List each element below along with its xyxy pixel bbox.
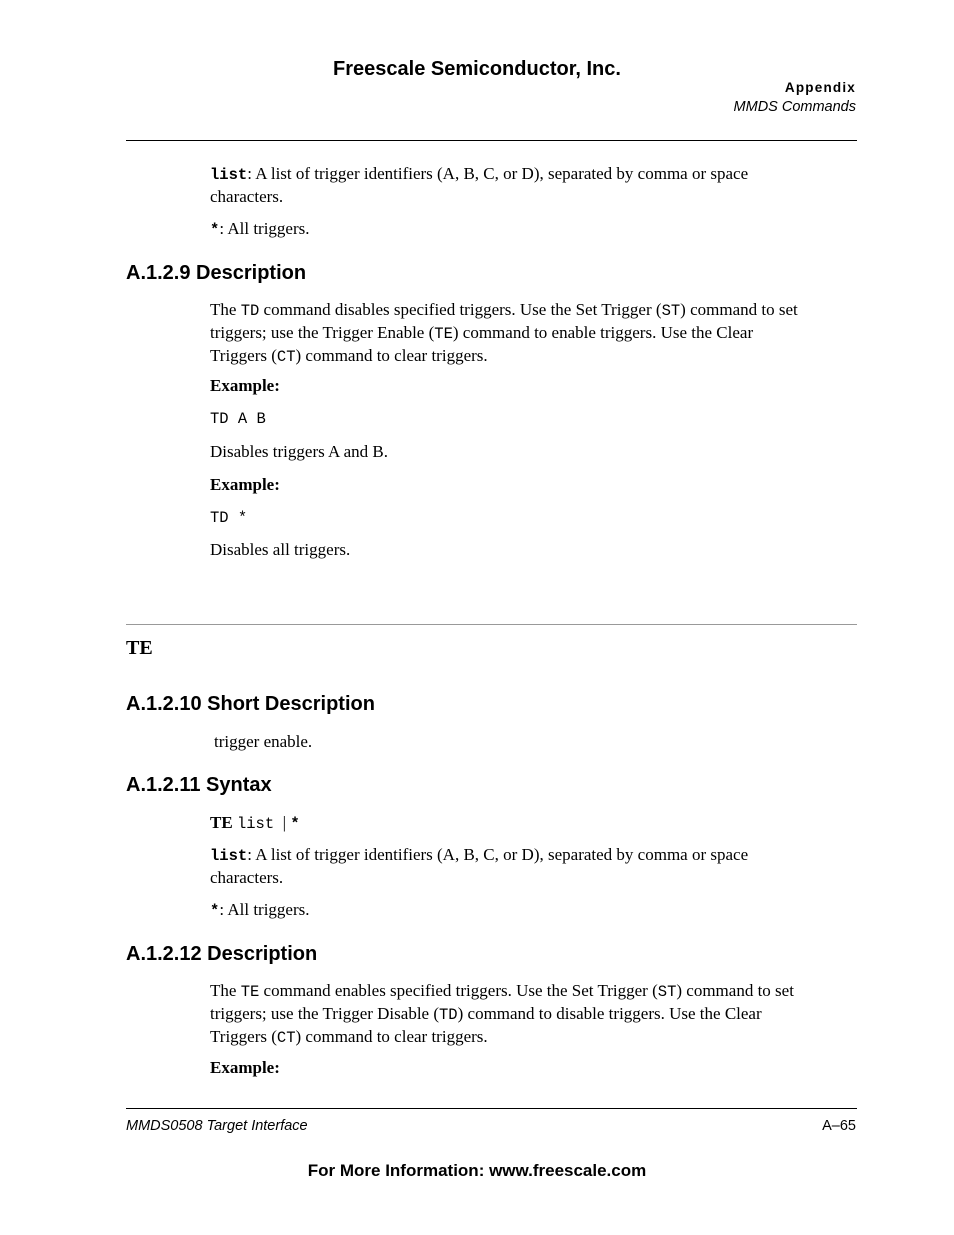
code-td: TD	[240, 302, 260, 320]
star-def-text: : All triggers.	[219, 219, 310, 238]
syntax-separator: |	[282, 813, 287, 832]
star-definition	[210, 218, 860, 241]
text: triggers; use the Trigger Disable (	[210, 1004, 439, 1023]
example-note: Disables all triggers.	[210, 540, 351, 559]
command-separator	[126, 624, 857, 625]
list-definition	[210, 163, 860, 208]
star-term: *	[210, 902, 220, 920]
example-code: TD A B	[210, 410, 266, 428]
header-rule	[126, 140, 857, 141]
text: ) command to set	[676, 981, 794, 1000]
running-chapter: Appendix	[784, 80, 856, 95]
te-syntax-line	[210, 812, 860, 835]
syntax-command: TE	[210, 813, 233, 832]
list-def-cont: characters.	[210, 187, 284, 206]
page-brand: Freescale Semiconductor, Inc.	[333, 58, 621, 80]
text: Triggers (	[210, 1027, 277, 1046]
text: The	[210, 300, 241, 319]
footer-doc-title: MMDS0508 Target Interface	[126, 1118, 308, 1134]
code-td: TD	[439, 1006, 458, 1024]
heading-te-short-description: A.1.2.10 Short Description	[126, 693, 375, 715]
list-def-text: : A list of trigger identifiers (A, B, C, or D), separated by comma or space	[247, 164, 749, 183]
text: command disables specified triggers. Use the Set Trigger (	[259, 300, 662, 319]
code-ct: CT	[276, 1029, 296, 1047]
text: The	[210, 981, 241, 1000]
list-def-cont: characters.	[210, 868, 284, 887]
footer-more-info: For More Information: www.freescale.com	[307, 1161, 647, 1180]
list-def-text: : A list of trigger identifiers (A, B, C, or D), separated by comma or space	[247, 845, 749, 864]
syntax-star: *	[290, 815, 300, 833]
list-term: list	[210, 166, 248, 184]
text: command enables specified triggers. Use the Set Trigger (	[259, 981, 658, 1000]
footer-page-number: A–65	[822, 1118, 856, 1134]
code-st: ST	[657, 983, 677, 1001]
example-code: TD *	[210, 509, 248, 527]
heading-te-syntax: A.1.2.11 Syntax	[126, 774, 272, 796]
code-te: TE	[240, 983, 260, 1001]
td-description-paragraph	[210, 299, 860, 368]
running-section: MMDS Commands	[733, 99, 856, 115]
footer-rule	[126, 1108, 857, 1109]
star-def-text: : All triggers.	[219, 900, 310, 919]
star-definition	[210, 899, 860, 922]
example-label: Example:	[210, 376, 280, 395]
star-term: *	[210, 221, 220, 239]
list-term: list	[210, 847, 248, 865]
text: Triggers (	[210, 346, 277, 365]
list-definition	[210, 844, 860, 889]
te-short-text: trigger enable.	[214, 732, 313, 751]
heading-td-description: A.1.2.9 Description	[126, 262, 307, 284]
text: ) command to set	[680, 300, 798, 319]
example-note: Disables triggers A and B.	[210, 442, 389, 461]
heading-te-description: A.1.2.12 Description	[126, 943, 318, 965]
text: triggers; use the Trigger Enable (	[210, 323, 435, 342]
example-label: Example:	[210, 1058, 280, 1077]
text: ) command to disable triggers. Use the Clear	[457, 1004, 762, 1023]
code-te: TE	[434, 325, 453, 343]
syntax-argument: list	[236, 815, 275, 833]
text: ) command to clear triggers.	[295, 1027, 488, 1046]
example-label: Example:	[210, 475, 280, 494]
text: ) command to clear triggers.	[295, 346, 488, 365]
command-title-te: TE	[126, 637, 153, 659]
text: ) command to enable triggers. Use the Clear	[452, 323, 754, 342]
code-st: ST	[661, 302, 681, 320]
code-ct: CT	[276, 348, 296, 366]
te-description-paragraph	[210, 980, 860, 1049]
